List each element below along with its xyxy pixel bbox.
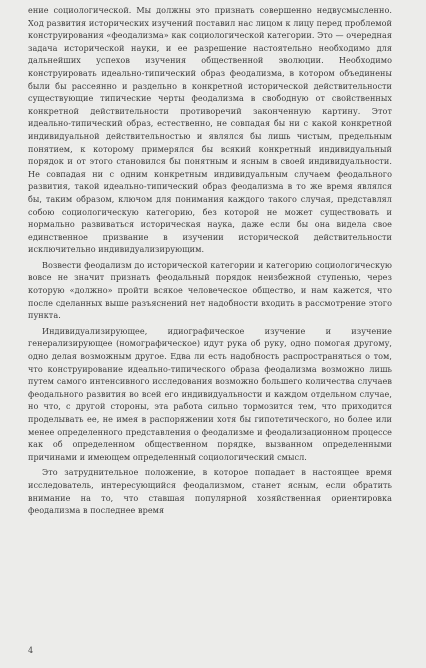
paragraph-4: Это затруднительное положение, в которое попадает в настоящее время исследователь, интересующийся феодализмом, станет ясным, если обратить внимание на то, что ставшая популярной хозяйственная ориентировка феодализма в последнее время	[28, 467, 392, 516]
body-text	[28, 4, 392, 517]
page-number: 4	[28, 646, 34, 655]
paragraph-3: Индивидуализирующее, идиографическое изучение и изучение генерализирующее (номографическое) идут рука об руку, одно помогая другому, одно делая возможным другое. Едва ли есть надобность распространяться о том, что конструирование идеально-типического образа феодализма возможно лишь путем самого интенсивного исследования возможно большего количества случаев феодального развития во всей его индивидуальности и каждом отдельном случае, но что, с другой стороны, эта работа сильно тормозится тем, что приходится проделывать ее, не имея в распоряжении хотя бы гипотетического, но более или менее определенного представления о феодализме и феодализационном процессе как об определенном общественном порядке, вызванном определенными причинами и имеющем определенный социологический смысл.	[28, 325, 392, 462]
paragraph-1: ение социологической. Мы должны это признать совершенно недвусмысленно. Ход развития исторических изучений поставил нас лицом к лицу перед проблемой конструирования «феодализма» как социологической категории. Это — очередная задача исторической науки, и ее разрешение настоятельно необходимо для дальнейших успехов изучения общественной эволюции. Необходимо конструировать идеально-типический образ феодализма, в котором объединены были бы рассеянно и раздельно в конкретной исторической действительности существующие типические черты феодализма в свободную от свойственных конкретной действительности противоречий законченную картину. Этот идеально-типический образ, естественно, не совпадая бы ни с какой конкретной индивидуальной действительностью и являлся бы лишь чистым, предельным понятием, к которому примерялся бы всякий конкретный индивидуальный порядок и от этого становился бы понятным и ясным в своей индивидуальности. Не совпадая ни с одним конкретным индивидуальным случаем феодального развития, такой идеально-типический образ феодализма в то же время являлся бы, таким образом, ключом для понимания каждого такого случая, представлял собою социологическую категорию, без которой не может существовать и нормально развиваться историческая наука, даже если бы она видела свое единственное призвание в изучении исторической действительности исключительно индивидуализирующим.	[28, 5, 392, 255]
paragraph-2: Возвести феодализм до исторической категории и категорию социологическую вовсе не значит признать феодальный порядок неизбежной ступенью, через которую «должно» пройти всякое человеческое общество, и нам кажется, что после сделанных выше разъяснений нет надобности входить в рассмотрение этого пункта.	[28, 259, 392, 321]
